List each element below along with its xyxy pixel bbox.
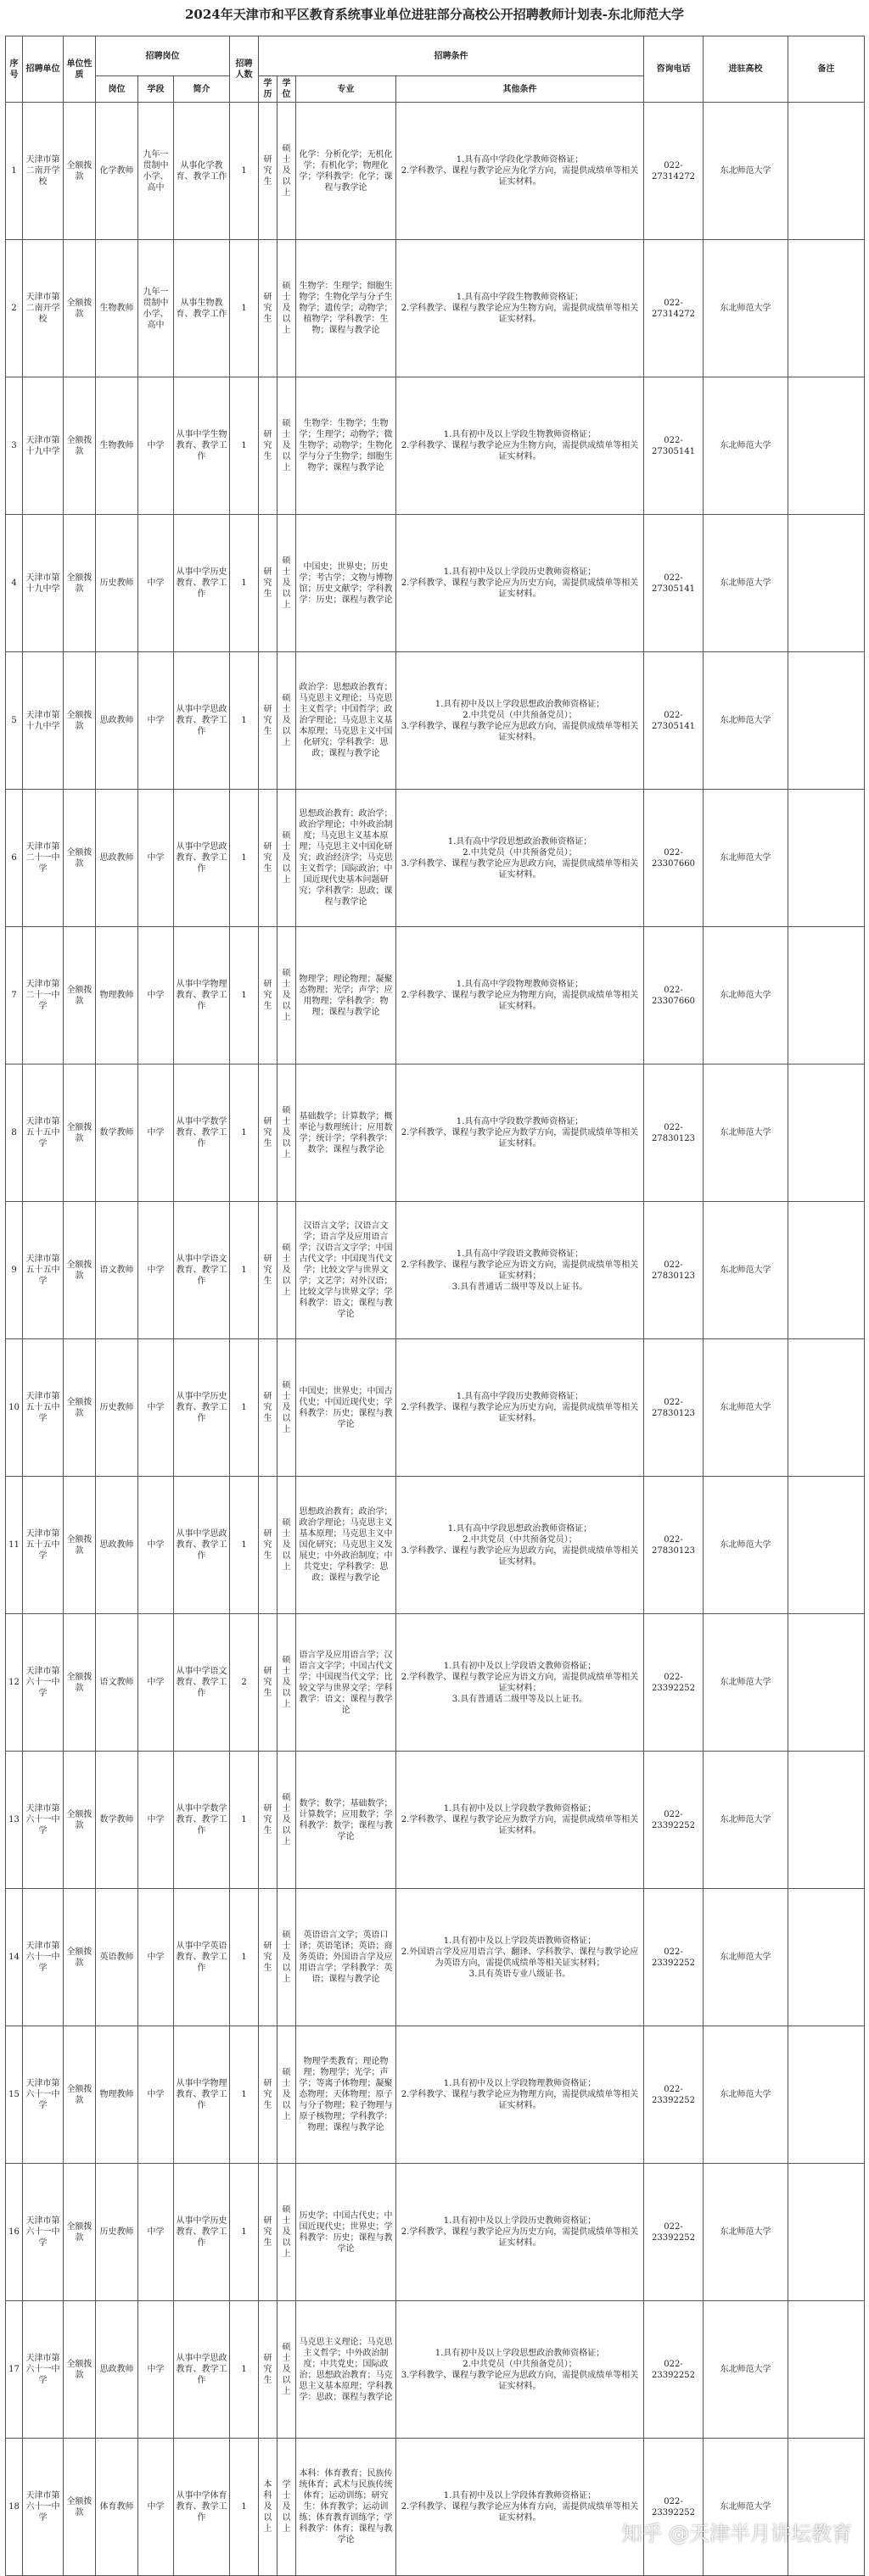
cell-phone: 022-23392252 [644,2164,704,2301]
cell-position: 英语教师 [96,1889,138,2026]
cell-count: 1 [230,2439,259,2576]
cell-seq: 9 [6,1202,23,1339]
cell-position: 思政教师 [96,652,138,790]
cell-intro: 从事中学数学教育、教学工作 [174,1064,230,1202]
cell-position: 历史教师 [96,2164,138,2301]
cell-count: 1 [230,1889,259,2026]
cell-stage: 中学 [138,1339,174,1477]
cell-education: 研究生 [259,1889,278,2026]
cell-major: 汉语言文学；汉语言文学；语言学及应用语言学；汉语言文字学；中国古代文学；中国现当代文学；比较文学与世界文学；文艺学；对外汉语；比较文学与世界文学；学科教学：语文；课程与教学论 [296,1202,396,1339]
cell-count: 2 [230,1614,259,1752]
cell-unit: 天津市第十九中学 [23,652,64,790]
cell-seq: 4 [6,515,23,652]
cell-unit-type: 全额拨款 [64,515,96,652]
cell-seq: 18 [6,2439,23,2576]
cell-other: 1.具有高中学段历史教师资格证； 2.学科教学、课程与教学论应为历史方向，需提供成绩单等相关证实材料。 [396,1339,644,1477]
cell-seq: 16 [6,2164,23,2301]
cell-count: 1 [230,515,259,652]
cell-intro: 从事中学历史教育、教学工作 [174,1339,230,1477]
cell-remark [788,103,865,240]
cell-remark [788,790,865,927]
cell-degree: 硕士及以上 [278,2164,296,2301]
cell-count: 1 [230,1477,259,1614]
cell-education: 研究生 [259,1614,278,1752]
header-major: 专业 [296,76,396,103]
cell-unit-type: 全额拨款 [64,1064,96,1202]
cell-seq: 12 [6,1614,23,1752]
cell-education: 研究生 [259,103,278,240]
cell-education: 研究生 [259,790,278,927]
cell-other: 1.具有高中学段思想政治教师资格证； 2.中共党员（中共预备党员）； 3.学科教学、课程与教学论应为思政方向，需提供成绩单等相关证实材料。 [396,1477,644,1614]
table-row [6,1752,865,1889]
cell-position: 数学教师 [96,1752,138,1889]
cell-education: 研究生 [259,1477,278,1614]
cell-intro: 从事生物教育、教学工作 [174,240,230,377]
table-row [6,1477,865,1614]
header-count: 招聘人数 [230,36,259,103]
cell-major: 数学；数学；基础数学；计算数学；应用数学；学科教学：数学；课程与教学论 [296,1752,396,1889]
cell-unit-type: 全额拨款 [64,790,96,927]
cell-unit: 天津市第二南开学校 [23,103,64,240]
cell-unit-type: 全额拨款 [64,240,96,377]
cell-unit: 天津市第六十一中学 [23,2301,64,2439]
watermark-text: 知乎 @天津半月讲坛教育 [621,2522,852,2545]
cell-major: 物理学；理论物理；凝聚态物理；光学；声学；应用物理；学科教学：物理；课程与教学论 [296,927,396,1064]
cell-phone: 022-23392252 [644,1752,704,1889]
cell-remark [788,2301,865,2439]
cell-major: 中国史；世界史；中国古代史；中国近现代史；学科教学：历史；课程与教学论 [296,1339,396,1477]
header-position: 岗位 [96,76,138,103]
table-row [6,103,865,240]
cell-education: 研究生 [259,2026,278,2164]
cell-position: 历史教师 [96,515,138,652]
table-row [6,515,865,652]
header-seq: 序号 [6,36,23,103]
cell-remark [788,2439,865,2576]
cell-other: 1.具有初中及以上学段生物教师资格证； 2.学科教学、课程与教学论应为生物方向，需提供成绩单等相关证实材料。 [396,377,644,515]
cell-stage: 中学 [138,1614,174,1752]
cell-education: 研究生 [259,1064,278,1202]
cell-intro: 从事中学思政教育、教学工作 [174,652,230,790]
cell-position: 体育教师 [96,2439,138,2576]
cell-unit-type: 全额拨款 [64,2164,96,2301]
cell-stage: 中学 [138,377,174,515]
cell-unit: 天津市第二十一中学 [23,790,64,927]
cell-count: 1 [230,1752,259,1889]
cell-unit: 天津市第五十五中学 [23,1339,64,1477]
cell-remark [788,927,865,1064]
cell-unit: 天津市第六十一中学 [23,1752,64,1889]
cell-degree: 硕士及以上 [278,790,296,927]
cell-degree: 硕士及以上 [278,652,296,790]
cell-education: 研究生 [259,515,278,652]
cell-major: 政治学：思想政治教育；马克思主义理论；马克思主义哲学；中国哲学；政治学理论；马克思主义基本原理；马克思主义中国化研究；学科教学：思政；课程与教学论 [296,652,396,790]
cell-school: 东北师范大学 [704,1202,788,1339]
cell-unit-type: 全额拨款 [64,377,96,515]
cell-education: 研究生 [259,1339,278,1477]
cell-seq: 14 [6,1889,23,2026]
cell-unit-type: 全额拨款 [64,1889,96,2026]
cell-remark [788,1614,865,1752]
cell-intro: 从事中学物理教育、教学工作 [174,2026,230,2164]
cell-stage: 中学 [138,2301,174,2439]
recruitment-table [5,36,865,2576]
header-unit: 招聘单位 [23,36,64,103]
cell-stage: 九年一贯制中小学、高中 [138,240,174,377]
cell-education: 研究生 [259,1202,278,1339]
cell-unit: 天津市第十九中学 [23,515,64,652]
cell-stage: 中学 [138,1064,174,1202]
cell-seq: 8 [6,1064,23,1202]
header-row-primary [6,36,865,76]
cell-phone: 022-27830123 [644,1064,704,1202]
cell-education: 研究生 [259,2301,278,2439]
cell-stage: 中学 [138,790,174,927]
header-phone: 咨询电话 [644,36,704,103]
cell-unit-type: 全额拨款 [64,1202,96,1339]
cell-degree: 硕士及以上 [278,2026,296,2164]
cell-position: 化学教师 [96,103,138,240]
cell-intro: 从事中学思政教育、教学工作 [174,1477,230,1614]
table-row [6,2026,865,2164]
cell-phone: 022-27305141 [644,652,704,790]
cell-degree: 硕士及以上 [278,240,296,377]
cell-intro: 从事中学历史教育、教学工作 [174,515,230,652]
cell-unit: 天津市第十九中学 [23,377,64,515]
cell-intro: 从事中学物理教育、教学工作 [174,927,230,1064]
cell-school: 东北师范大学 [704,652,788,790]
cell-stage: 中学 [138,652,174,790]
cell-unit: 天津市第六十一中学 [23,2439,64,2576]
cell-count: 1 [230,377,259,515]
cell-intro: 从事中学生物教育、教学工作 [174,377,230,515]
cell-stage: 九年一贯制中小学、高中 [138,103,174,240]
cell-seq: 15 [6,2026,23,2164]
cell-count: 1 [230,1339,259,1477]
cell-degree: 硕士及以上 [278,377,296,515]
cell-seq: 11 [6,1477,23,1614]
header-school: 进驻高校 [704,36,788,103]
cell-unit: 天津市第六十一中学 [23,2164,64,2301]
cell-count: 1 [230,2164,259,2301]
cell-unit-type: 全额拨款 [64,1477,96,1614]
cell-school: 东北师范大学 [704,1889,788,2026]
cell-seq: 3 [6,377,23,515]
cell-stage: 中学 [138,2439,174,2576]
cell-degree: 硕士及以上 [278,515,296,652]
cell-count: 1 [230,652,259,790]
header-position-group: 招聘岗位 [96,36,230,76]
cell-count: 1 [230,790,259,927]
cell-seq: 1 [6,103,23,240]
cell-major: 语言学及应用语言学；汉语言文字学；中国古代文学；中国现当代文学；比较文学与世界文学；学科教学：语文；课程与教学论 [296,1614,396,1752]
cell-degree: 硕士及以上 [278,927,296,1064]
cell-remark [788,515,865,652]
cell-major: 基础数学；计算数学；概率论与数理统计；应用数学；统计学；学科教学：数学；课程与教学论 [296,1064,396,1202]
cell-unit-type: 全额拨款 [64,2026,96,2164]
cell-degree: 硕士及以上 [278,1477,296,1614]
cell-intro: 从事中学思政教育、教学工作 [174,790,230,927]
table-row [6,790,865,927]
cell-degree: 硕士及以上 [278,1202,296,1339]
cell-school: 东北师范大学 [704,103,788,240]
header-intro: 简介 [174,76,230,103]
cell-count: 1 [230,1202,259,1339]
header-stage: 学段 [138,76,174,103]
cell-education: 本科及以上 [259,2439,278,2576]
cell-major: 英语语言文学；英语口译；英语笔译；英语；商务英语；外国语言学及应用语言学；学科教学：英语；课程与教学论 [296,1889,396,2026]
table-row [6,927,865,1064]
cell-unit-type: 全额拨款 [64,103,96,240]
cell-intro: 从事中学思政教育、教学工作 [174,2301,230,2439]
cell-other: 1.具有初中及以上学段英语教师资格证； 2.外国语言学及应用语言学、翻译、学科教学、课程与教学论应为英语方向，需提供成绩单等相关证实材料； 3.具有英语专业八级证书。 [396,1889,644,2026]
table-row [6,377,865,515]
cell-unit: 天津市第二南开学校 [23,240,64,377]
cell-unit: 天津市第五十五中学 [23,1202,64,1339]
cell-unit-type: 全额拨款 [64,927,96,1064]
cell-school: 东北师范大学 [704,2439,788,2576]
cell-major: 马克思主义理论；马克思主义哲学；中外政治制度；中共党史；国际政治；思想政治教育；马克思主义基本原理；学科教学：思政；课程与教学论 [296,2301,396,2439]
cell-seq: 2 [6,240,23,377]
cell-count: 1 [230,2026,259,2164]
cell-intro: 从事中学历史教育、教学工作 [174,2164,230,2301]
cell-stage: 中学 [138,2026,174,2164]
cell-education: 研究生 [259,927,278,1064]
cell-degree: 学士及以上 [278,2439,296,2576]
cell-seq: 13 [6,1752,23,1889]
cell-remark [788,2164,865,2301]
cell-count: 1 [230,103,259,240]
header-remark: 备注 [788,36,865,103]
cell-other: 1.具有初中及以上学段数学教师资格证； 2.学科教学、课程与教学论应为数学方向，需提供成绩单等相关证实材料。 [396,1752,644,1889]
cell-phone: 022-23392252 [644,1889,704,2026]
cell-major: 历史学；中国古代史；中国近现代史；世界史；学科教学：历史；课程与教学论 [296,2164,396,2301]
cell-remark [788,1477,865,1614]
header-conditions: 招聘条件 [259,36,644,76]
table-row [6,1614,865,1752]
cell-unit: 天津市第五十五中学 [23,1064,64,1202]
cell-position: 语文教师 [96,1614,138,1752]
cell-stage: 中学 [138,927,174,1064]
cell-phone: 022-23392252 [644,1614,704,1752]
cell-other: 1.具有初中及以上学段思想政治教师资格证； 2.中共党员（中共预备党员）； 3.学科教学、课程与教学论应为思政方向，需提供成绩单等相关证实材料。 [396,652,644,790]
cell-count: 1 [230,927,259,1064]
cell-phone: 022-23392252 [644,2439,704,2576]
cell-position: 生物教师 [96,240,138,377]
cell-school: 东北师范大学 [704,1614,788,1752]
cell-intro: 从事中学语文教育、教学工作 [174,1202,230,1339]
cell-degree: 硕士及以上 [278,2301,296,2439]
table-row [6,1064,865,1202]
cell-stage: 中学 [138,1889,174,2026]
cell-degree: 硕士及以上 [278,1064,296,1202]
cell-phone: 022-27305141 [644,515,704,652]
cell-other: 1.具有高中学段语文教师资格证； 2.学科教学、课程与教学论应为语文方向，需提供成绩单等相关证实材料； 3.具有普通话二级甲等及以上证书。 [396,1202,644,1339]
cell-remark [788,2026,865,2164]
cell-degree: 硕士及以上 [278,1614,296,1752]
cell-major: 生物学：生物学；生物学；生理学；动物学；微生物学；动物学；生物化学与分子生物学；细胞生物学；课程与教学论 [296,377,396,515]
cell-major: 中国史；世界史；历史学；考古学；文物与博物馆；历史文献学；学科教学：历史；课程与教学论 [296,515,396,652]
cell-school: 东北师范大学 [704,2301,788,2439]
cell-phone: 022-27314272 [644,240,704,377]
cell-education: 研究生 [259,1752,278,1889]
cell-remark [788,377,865,515]
cell-remark [788,1202,865,1339]
cell-major: 本科：体育教育；民族传统体育；武术与民族传统体育；运动训练；研究生：体育教学；运动训练；体育教育训练学；学科教学：体育；课程与教学论 [296,2439,396,2576]
cell-other: 1.具有高中学段生物教师资格证； 2.学科教学、课程与教学论应为生物方向，需提供成绩单等相关证实材料。 [396,240,644,377]
cell-other: 1.具有初中及以上学段思想政治教师资格证； 2.中共党员（中共预备党员）； 3.学科教学、课程与教学论应为思政方向，需提供成绩单等相关证实材料。 [396,2301,644,2439]
cell-remark [788,1339,865,1477]
cell-other: 1.具有高中学段数学教师资格证； 2.学科教学、课程与教学论应为数学方向，需提供成绩单等相关证实材料。 [396,1064,644,1202]
cell-position: 思政教师 [96,790,138,927]
cell-phone: 022-23392252 [644,2026,704,2164]
cell-seq: 5 [6,652,23,790]
cell-major: 思想政治教育；政治学；政治学理论；中外政治制度；马克思主义基本原理；马克思主义中国化研究；政治经济学；马克思主义哲学；国际政治；中国近现代史基本问题研究；学科教学：思政；课程与教学论 [296,790,396,927]
table-row [6,652,865,790]
table-row [6,2439,865,2576]
table-row [6,1339,865,1477]
cell-other: 1.具有初中及以上学段语文教师资格证； 2.学科教学、课程与教学论应为语文方向，需提供成绩单等相关证实材料； 3.具有普通话二级甲等及以上证书。 [396,1614,644,1752]
cell-position: 数学教师 [96,1064,138,1202]
cell-position: 思政教师 [96,2301,138,2439]
header-education: 学历 [259,76,278,103]
cell-education: 研究生 [259,2164,278,2301]
cell-school: 东北师范大学 [704,2026,788,2164]
cell-seq: 7 [6,927,23,1064]
cell-unit-type: 全额拨款 [64,1752,96,1889]
cell-phone: 022-27830123 [644,1339,704,1477]
cell-phone: 022-23392252 [644,2301,704,2439]
cell-intro: 从事中学数学教育、教学工作 [174,1752,230,1889]
table-row [6,240,865,377]
cell-school: 东北师范大学 [704,1752,788,1889]
cell-intro: 从事中学英语教育、教学工作 [174,1889,230,2026]
cell-school: 东北师范大学 [704,1064,788,1202]
cell-stage: 中学 [138,1752,174,1889]
cell-education: 研究生 [259,240,278,377]
cell-remark [788,1889,865,2026]
cell-major: 生物学：生理学；细胞生物学；生物化学与分子生物学；遗传学；动物学；植物学；学科教学：生物；课程与教学论 [296,240,396,377]
cell-other: 1.具有初中及以上学段历史教师资格证； 2.学科教学、课程与教学论应为历史方向，需提供成绩单等相关证实材料。 [396,515,644,652]
cell-other: 1.具有高中学段思想政治教师资格证； 2.中共党员（中共预备党员）； 3.学科教学、课程与教学论应为思政方向，需提供成绩单等相关证实材料。 [396,790,644,927]
cell-unit-type: 全额拨款 [64,1614,96,1752]
cell-other: 1.具有高中学段化学教师资格证； 2.学科教学、课程与教学论应为化学方向，需提供成绩单等相关证实材料。 [396,103,644,240]
cell-other: 1.具有初中及以上学段历史教师资格证； 2.学科教学、课程与教学论应为历史方向，需提供成绩单等相关证实材料。 [396,2164,644,2301]
cell-position: 语文教师 [96,1202,138,1339]
cell-school: 东北师范大学 [704,1477,788,1614]
cell-education: 研究生 [259,377,278,515]
cell-degree: 硕士及以上 [278,1339,296,1477]
table-row [6,2164,865,2301]
cell-intro: 从事中学语文教育、教学工作 [174,1614,230,1752]
cell-count: 1 [230,240,259,377]
cell-seq: 17 [6,2301,23,2439]
cell-phone: 022-23307660 [644,790,704,927]
cell-unit-type: 全额拨款 [64,1339,96,1477]
cell-school: 东北师范大学 [704,240,788,377]
table-row [6,1889,865,2026]
cell-seq: 10 [6,1339,23,1477]
cell-school: 东北师范大学 [704,377,788,515]
cell-unit: 天津市第六十一中学 [23,1614,64,1752]
cell-remark [788,1752,865,1889]
cell-position: 物理教师 [96,2026,138,2164]
header-other: 其他条件 [396,76,644,103]
cell-stage: 中学 [138,1477,174,1614]
cell-phone: 022-27830123 [644,1477,704,1614]
cell-major: 化学：分析化学；无机化学；有机化学；物理化学；学科教学：化学；课程与教学论 [296,103,396,240]
header-degree: 学位 [278,76,296,103]
cell-major: 思想政治教育；政治学；政治学理论；马克思主义基本原理；马克思主义中国化研究；马克思主义发展史；中外政治制度；中共党史；学科教学：思政；课程与教学论 [296,1477,396,1614]
table-row [6,2301,865,2439]
table-row [6,1202,865,1339]
cell-count: 1 [230,1064,259,1202]
cell-remark [788,1064,865,1202]
cell-stage: 中学 [138,515,174,652]
cell-school: 东北师范大学 [704,515,788,652]
cell-school: 东北师范大学 [704,790,788,927]
cell-degree: 硕士及以上 [278,103,296,240]
cell-unit-type: 全额拨款 [64,2439,96,2576]
cell-unit-type: 全额拨款 [64,652,96,790]
cell-stage: 中学 [138,2164,174,2301]
cell-phone: 022-23307660 [644,927,704,1064]
cell-major: 物理学类教育；理论物理；物理学；光学；声学；等离子体物理；凝聚态物理；天体物理；原子与分子物理；粒子物理与原子核物理；学科教学：物理；课程与教学论 [296,2026,396,2164]
page-title: 2024年天津市和平区教育系统事业单位进驻部分高校公开招聘教师计划表-东北师范大学 [185,7,684,22]
cell-unit: 天津市第六十一中学 [23,1889,64,2026]
cell-school: 东北师范大学 [704,927,788,1064]
cell-stage: 中学 [138,1202,174,1339]
cell-count: 1 [230,2301,259,2439]
cell-other: 1.具有初中及以上学段物理教师资格证； 2.学科教学、课程与教学论应为物理方向，需提供成绩单等相关证实材料。 [396,2026,644,2164]
cell-unit: 天津市第六十一中学 [23,2026,64,2164]
cell-seq: 6 [6,790,23,927]
cell-intro: 从事中学体育教育、教学工作 [174,2439,230,2576]
cell-unit: 天津市第二十一中学 [23,927,64,1064]
cell-remark [788,652,865,790]
cell-school: 东北师范大学 [704,2164,788,2301]
cell-school: 东北师范大学 [704,1339,788,1477]
cell-position: 物理教师 [96,927,138,1064]
cell-remark [788,240,865,377]
cell-phone: 022-27305141 [644,377,704,515]
cell-education: 研究生 [259,652,278,790]
cell-position: 生物教师 [96,377,138,515]
header-unit-type: 单位性质 [64,36,96,103]
cell-phone: 022-27314272 [644,103,704,240]
table-body [6,103,865,2576]
cell-intro: 从事化学教育、教学工作 [174,103,230,240]
cell-other: 1.具有初中及以上学段体育教师资格证； 2.学科教学、课程与教学论应为体育方向，需提供成绩单等相关证实材料。 [396,2439,644,2576]
cell-degree: 硕士及以上 [278,1752,296,1889]
cell-position: 历史教师 [96,1339,138,1477]
cell-unit: 天津市第五十五中学 [23,1477,64,1614]
cell-other: 1.具有高中学段物理教师资格证； 2.学科教学、课程与教学论应为物理方向，需提供成绩单等相关证实材料。 [396,927,644,1064]
cell-phone: 022-27830123 [644,1202,704,1339]
cell-position: 思政教师 [96,1477,138,1614]
cell-unit-type: 全额拨款 [64,2301,96,2439]
cell-degree: 硕士及以上 [278,1889,296,2026]
